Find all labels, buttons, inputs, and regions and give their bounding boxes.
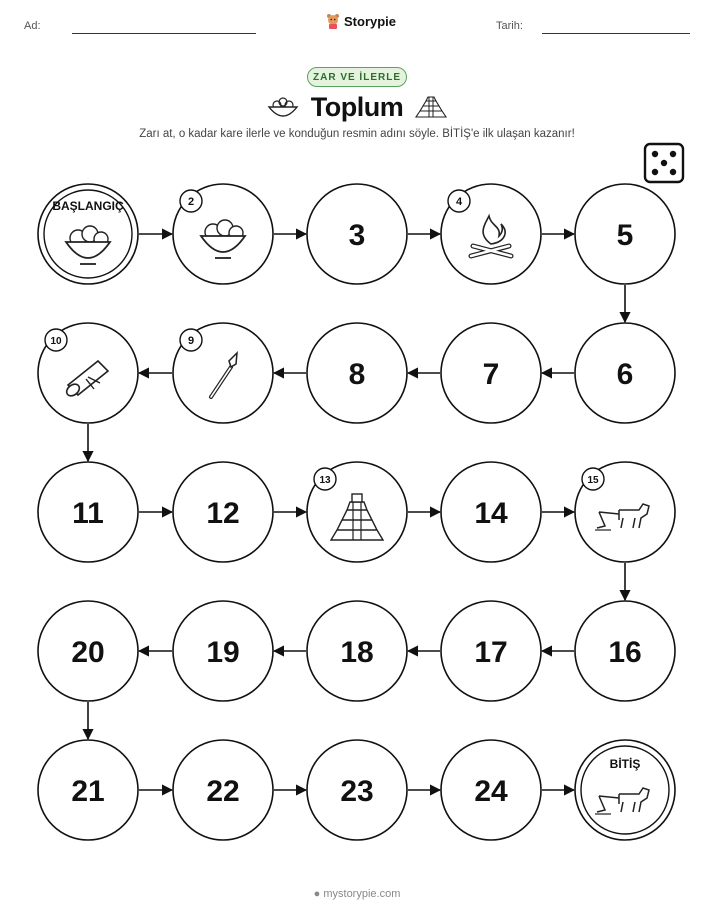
board-square-2[interactable] xyxy=(173,184,273,284)
page-title: Toplum xyxy=(310,92,404,122)
board-square-13[interactable] xyxy=(307,462,407,562)
brand-name: Storypie xyxy=(344,13,397,29)
footer-bear-icon: ● xyxy=(313,888,321,900)
instructions: Zarı at, o kadar kare ilerle ve konduğun resmin adını söyle. BİTİŞ'e ilk ulaşan kazanır! xyxy=(139,128,575,140)
board-square-9[interactable] xyxy=(173,323,273,423)
board-square-3[interactable] xyxy=(307,184,407,284)
board-square-19[interactable] xyxy=(173,601,273,701)
board-square-5[interactable] xyxy=(575,184,675,284)
square-number: 8 xyxy=(348,358,366,391)
number-badge-text: 15 xyxy=(587,475,599,486)
board-square-18[interactable] xyxy=(307,601,407,701)
date-label: Tarih: xyxy=(496,20,523,32)
square-number: 20 xyxy=(71,636,105,669)
footer xyxy=(0,888,714,900)
board-square-22[interactable] xyxy=(173,740,273,840)
number-badge-text: 10 xyxy=(50,336,62,347)
square-number: 21 xyxy=(71,775,105,808)
square-number: 11 xyxy=(72,497,104,530)
square-number: 3 xyxy=(348,219,366,252)
board-square-6[interactable] xyxy=(575,323,675,423)
square-number: 14 xyxy=(474,497,508,530)
square-label: BİTİŞ xyxy=(609,757,641,771)
number-badge-text: 9 xyxy=(187,335,195,347)
square-number: 22 xyxy=(206,775,240,808)
square-number: 19 xyxy=(206,636,240,669)
board-square-12[interactable] xyxy=(173,462,273,562)
square-number: 24 xyxy=(474,775,508,808)
game-type-badge: ZAR VE İLERLE xyxy=(307,67,407,87)
board-square-4[interactable] xyxy=(441,184,541,284)
board-square-17[interactable] xyxy=(441,601,541,701)
number-badge-text: 13 xyxy=(319,475,331,486)
board-square-15[interactable] xyxy=(575,462,675,562)
square-number: 16 xyxy=(608,636,642,669)
board-square-23[interactable] xyxy=(307,740,407,840)
board-square-7[interactable] xyxy=(441,323,541,423)
square-label: BAŞLANGIÇ xyxy=(52,199,124,213)
board-square-20[interactable] xyxy=(38,601,138,701)
board-square-11[interactable] xyxy=(38,462,138,562)
board-square-21[interactable] xyxy=(38,740,138,840)
square-number: 23 xyxy=(340,775,374,808)
footer-url[interactable]: mystorypie.com xyxy=(323,888,401,900)
square-number: 6 xyxy=(616,358,634,391)
square-number: 18 xyxy=(340,636,374,669)
number-badge-text: 4 xyxy=(455,196,463,208)
square-number: 12 xyxy=(206,497,240,530)
board-square-25[interactable] xyxy=(575,740,675,840)
board-square-16[interactable] xyxy=(575,601,675,701)
board-square-1[interactable] xyxy=(38,184,138,284)
square-number: 7 xyxy=(482,358,500,391)
board-square-24[interactable] xyxy=(441,740,541,840)
number-badge-text: 2 xyxy=(187,196,195,208)
square-circle xyxy=(575,740,675,840)
square-number: 5 xyxy=(616,219,634,252)
board-square-10[interactable] xyxy=(38,323,138,423)
square-number: 17 xyxy=(474,636,508,669)
board-square-8[interactable] xyxy=(307,323,407,423)
board-square-14[interactable] xyxy=(441,462,541,562)
name-label: Ad: xyxy=(24,20,41,32)
